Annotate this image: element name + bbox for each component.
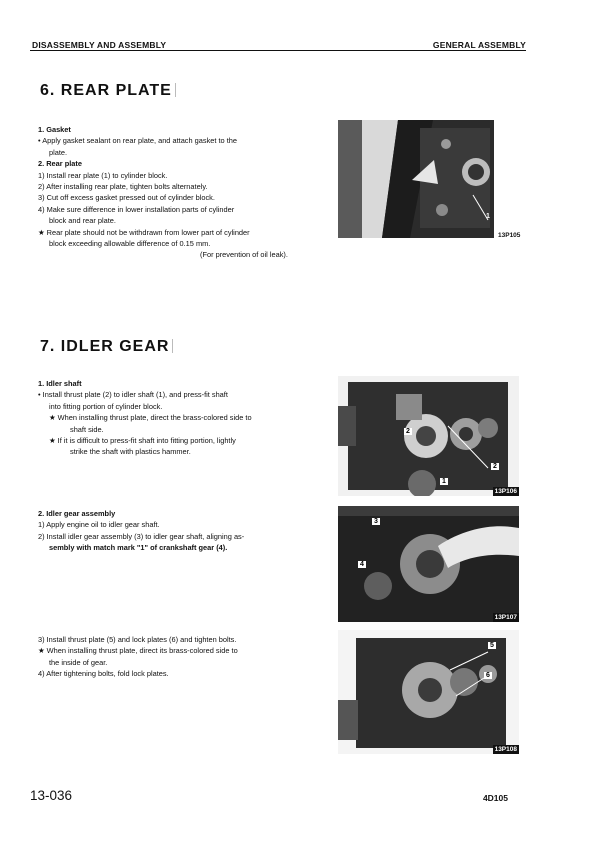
callout-2: 2 [493,463,497,470]
text-line: 3) Install thrust plate (5) and lock plates (6) and tighten bolts. [38,635,237,644]
model-number: 4D105 [482,793,508,803]
section-7-block-2 [38,508,323,554]
text-line: ★ When installing thrust plate, direct the brass-colored side to [49,413,252,423]
photo-caption: 13P108 [494,746,517,753]
text-line: 3) Cut off excess gasket pressed out of cylinder block. [38,193,215,203]
text-line: shaft side. [70,424,104,434]
idler-shaft-photo [338,376,519,496]
callout-1: 1 [442,478,446,485]
text-line: 1) Install rear plate (1) to cylinder block. [38,170,168,180]
section-7-block-3 [38,634,323,680]
text-line: 2) Install idler gear assembly (3) to idler gear shaft, aligning as- [38,531,245,541]
text-line: the inside of gear. [49,657,108,667]
header-right: GENERAL ASSEMBLY [432,40,526,50]
text-line: sembly with match mark "1" of crankshaft gear (4). [49,543,228,553]
page-number: 13-036 [30,788,73,803]
text-line: strike the shaft with plastics hammer. [70,447,191,457]
callout-6: 6 [486,672,490,679]
idler-gear-photo [338,506,519,622]
text-line: 4) After tightening bolts, fold lock plates. [38,669,169,679]
text-line: (For prevention of oil leak). [200,250,288,260]
text-line: ★ When installing thrust plate, direct its brass-colored side to [38,646,238,656]
step-heading: 1. Gasket [38,125,71,134]
callout-1: 1 [486,213,490,220]
photo-caption: 13P107 [494,614,517,621]
step-heading: 2. Rear plate [38,159,82,169]
callout-2: 2 [406,428,410,435]
text-line: 4) Make sure difference in lower installation parts of cylinder [38,204,235,214]
photo-caption: 13P106 [494,488,517,495]
text-line: plate. [49,147,68,157]
text-line: into fitting portion of cylinder block. [49,401,163,411]
text-line: 1) Apply engine oil to idler gear shaft. [38,520,160,530]
text-line: block exceeding allowable difference of 0.15 mm. [49,239,211,249]
text-line: • Apply gasket sealant on rear plate, and attach gasket to the [38,136,237,146]
callout-5: 5 [490,642,494,649]
text-line: ★ If it is difficult to press-fit shaft into fitting portion, lightly [49,436,236,446]
photo-caption: 13P105 [498,232,521,239]
section-7-title: 7. IDLER GEAR [40,338,173,356]
callout-3: 3 [374,518,378,525]
callout-4: 4 [360,561,364,568]
text-line: • Install thrust plate (2) to idler shaft (1), and press-fit shaft [38,390,228,400]
text-line: 2) After installing rear plate, tighten bolts alternately. [38,182,208,192]
section-7-block-1 [38,378,323,458]
header-left: DISASSEMBLY AND ASSEMBLY [32,40,167,50]
section-6-title: 6. REAR PLATE [40,82,176,100]
header-rule [30,50,526,51]
step-heading: 1. Idler shaft [38,379,82,388]
section-6-text [38,124,318,261]
step-heading: 2. Idler gear assembly [38,509,116,518]
thrust-plate-photo [338,630,519,754]
text-line: block and rear plate. [49,216,116,226]
text-line: ★ Rear plate should not be withdrawn from lower part of cylinder [38,227,250,237]
rear-plate-photo [338,120,494,238]
